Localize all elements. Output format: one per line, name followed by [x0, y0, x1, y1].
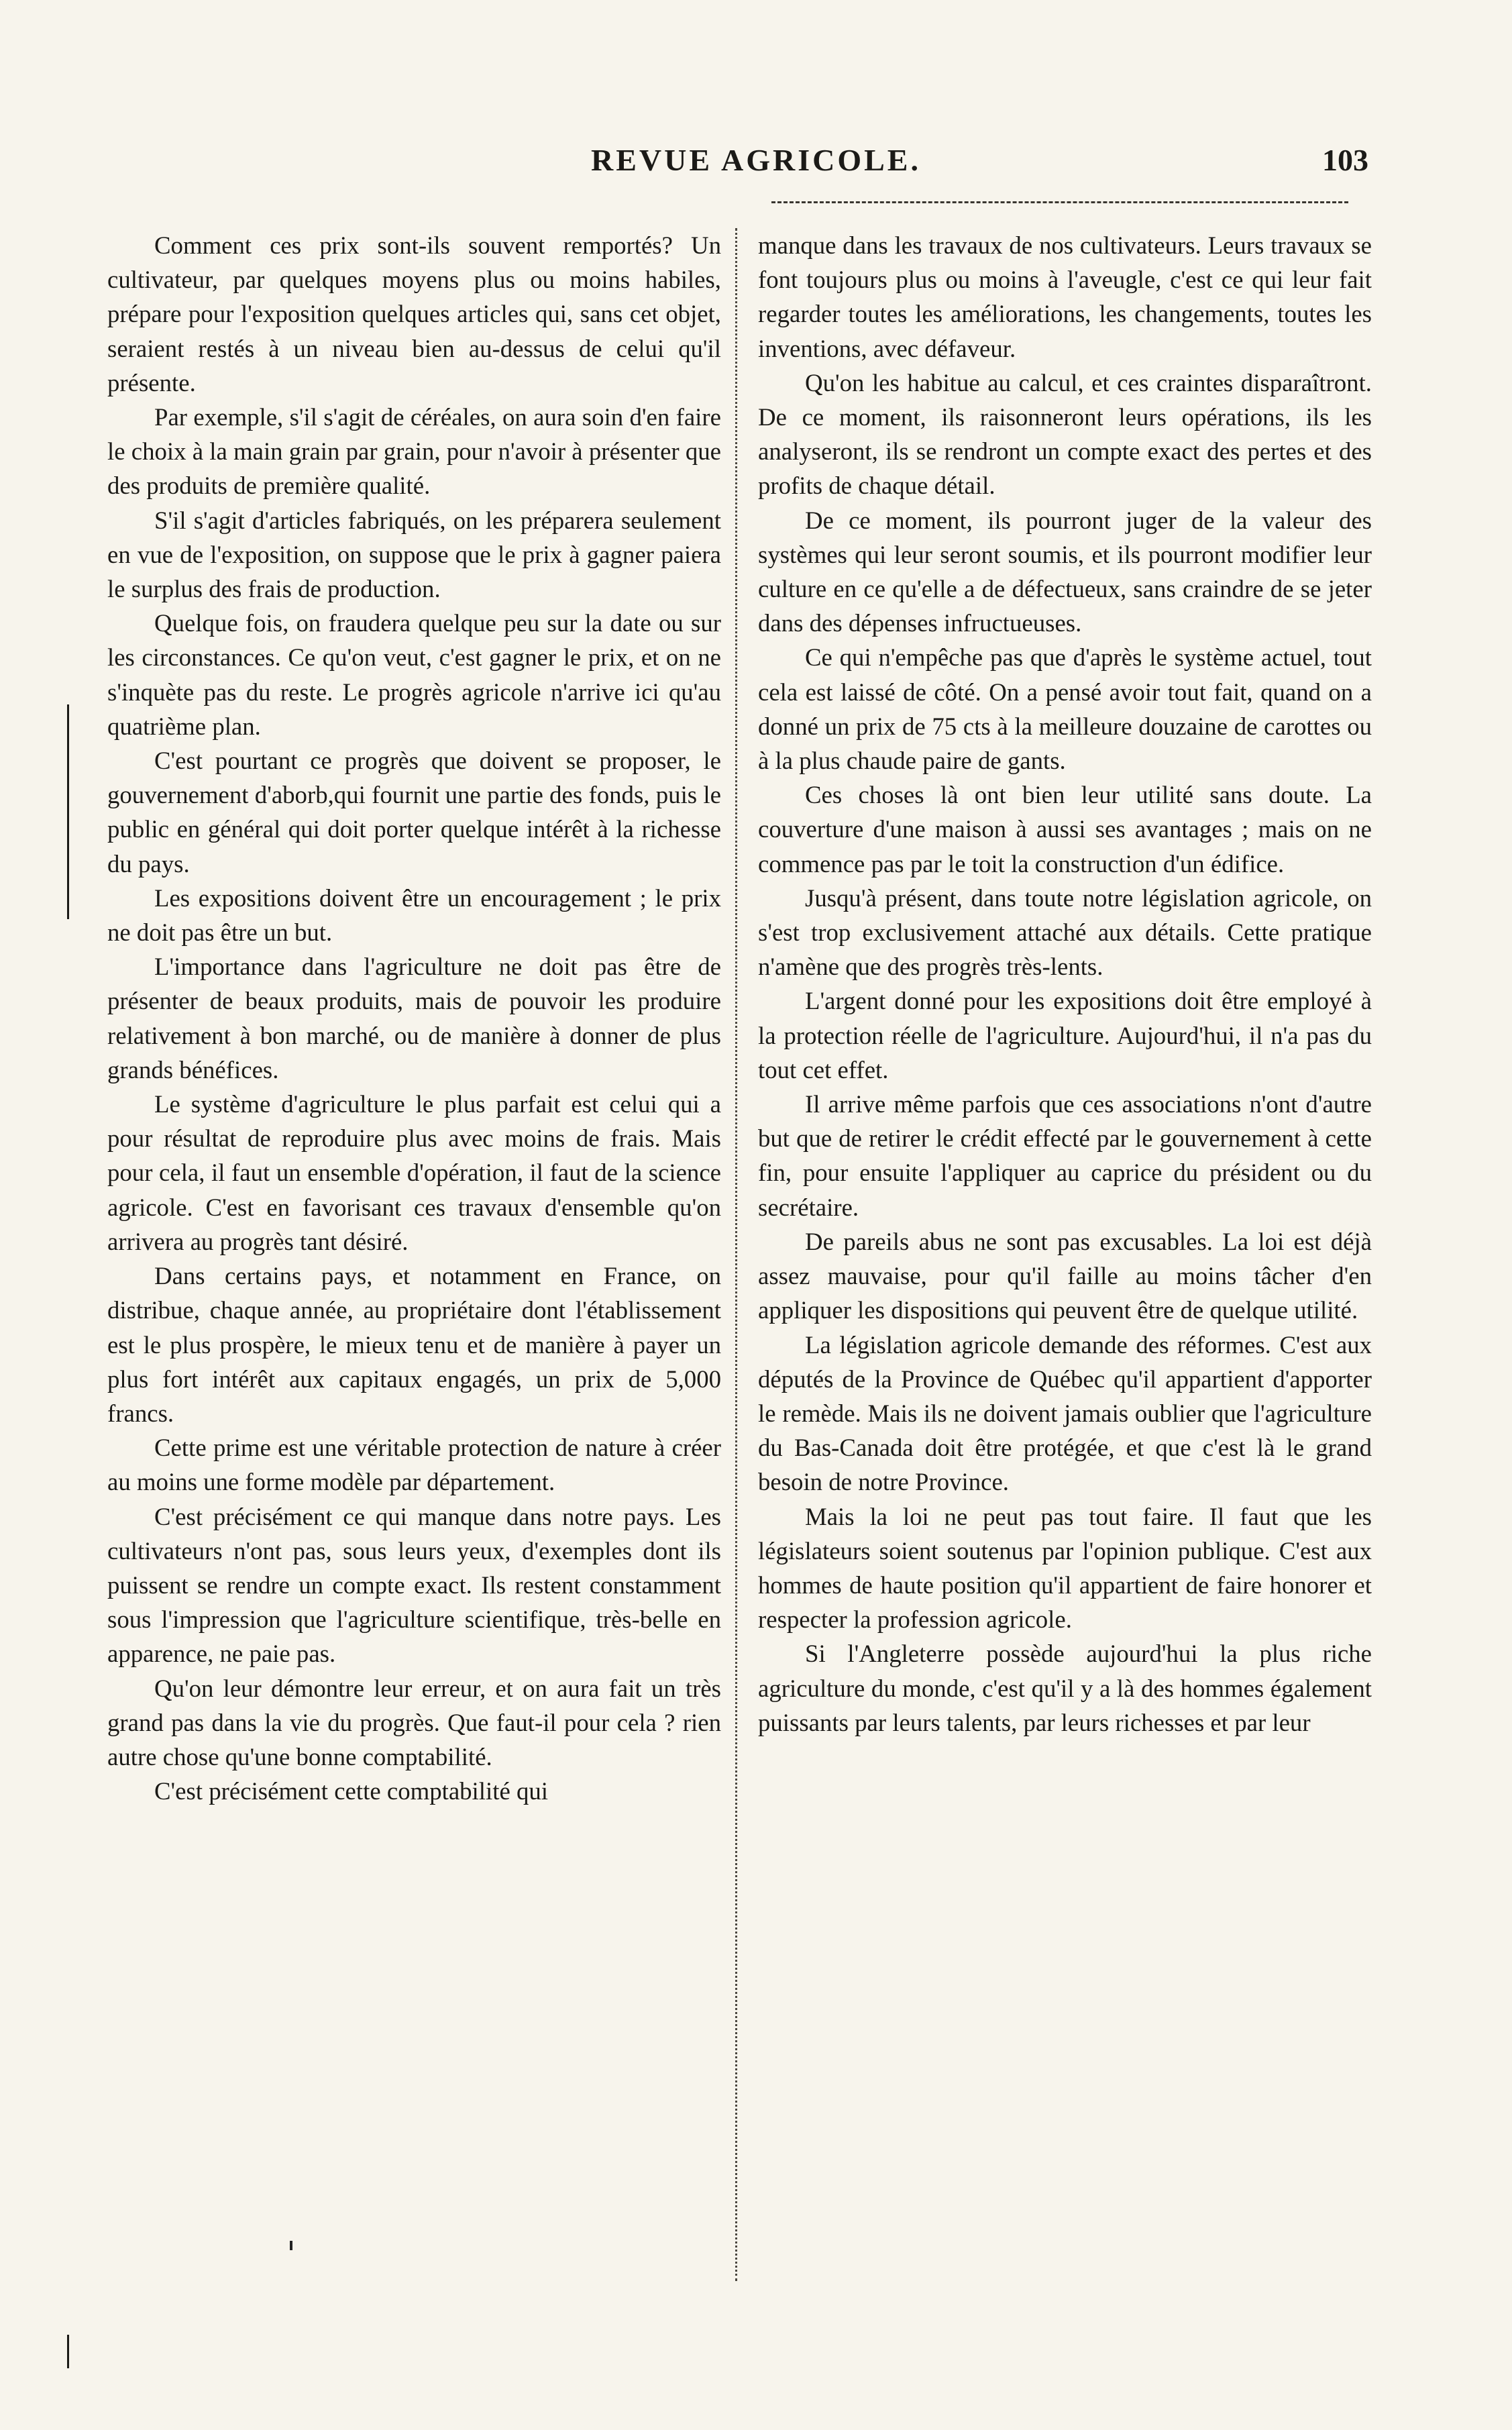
paragraph: Mais la loi ne peut pas tout faire. Il faut que les législateurs soient soutenus par l'opinion publique. C'est aux hommes de haute position qu'il appartient de faire honorer et respecter la profession agricole. [758, 1502, 1372, 1634]
ink-speck [290, 2241, 292, 2250]
header-rule [771, 201, 1348, 203]
paragraph: L'importance dans l'agriculture ne doit pas être de présenter de beaux produits, mais de pouvoir les produire relativement à bon marché, ou de manière à donner de plus grands bénéfices. [107, 953, 721, 1084]
paragraph: Ces choses là ont bien leur utilité sans doute. La couverture d'une maison à aussi ses avantages ; mais on ne commence pas par le toit la construction d'un édifice. [758, 781, 1372, 878]
paragraph: La législation agricole demande des réformes. C'est aux députés de la Province de Québec qu'il appartient d'apporter le remède. Mais ils ne doivent jamais oublier que l'agriculture du Bas-Canada doit être protégée, et que c'est là le grand besoin de notre Province. [758, 1330, 1372, 1496]
margin-mark [67, 704, 69, 919]
paragraph: Il arrive même parfois que ces associations n'ont d'autre but que de retirer le crédit effecté par le gouvernement à cette fin, pour ensuite l'appliquer au caprice du président ou du secrétaire. [758, 1090, 1372, 1221]
paragraph: De ce moment, ils pourront juger de la valeur des systèmes qui leur seront soumis, et ils pourront modifier leur culture en ce qu'elle a de défectueux, sans craindre de se jeter dans des dépenses infructueuses. [758, 506, 1372, 637]
column-divider [735, 228, 737, 2281]
running-title: REVUE AGRICOLE. [591, 143, 921, 177]
paragraph: Le système d'agriculture le plus parfait est celui qui a pour résultat de reproduire plus avec moins de frais. Mais pour cela, il faut un ensemble d'opération, il faut de la science agricole. C'est en favorisant ces travaux d'ensemble qu'on arrivera au progrès tant désiré. [107, 1090, 721, 1255]
paragraph: Qu'on les habitue au calcul, et ces craintes disparaîtront. De ce moment, ils raisonneront leurs opérations, ils les analyseront, ils se rendront un compte exact des pertes et des profits de chaque détail. [758, 368, 1372, 500]
paragraph: Les expositions doivent être un encouragement ; le prix ne doit pas être un but. [107, 884, 721, 947]
paragraph: Comment ces prix sont-ils souvent remportés? Un cultivateur, par quelques moyens plus ou moins habiles, prépare pour l'exposition quelques articles qui, sans cet objet, seraient restés à un niveau bien au-dessus de celui qu'il présente. [107, 231, 721, 397]
paragraph: L'argent donné pour les expositions doit être employé à la protection réelle de l'agriculture. Aujourd'hui, il n'a pas du tout cet effet. [758, 987, 1372, 1084]
paragraph: Dans certains pays, et notamment en France, on distribue, chaque année, au propriétaire dont l'établissement est le plus prospère, le mieux tenu et de manière à payer un plus fort intérêt aux capitaux engagés, un prix de 5,000 francs. [107, 1262, 721, 1427]
paragraph: C'est précisément cette comptabilité qui [154, 1777, 549, 1805]
paragraph: S'il s'agit d'articles fabriqués, on les préparera seulement en vue de l'exposition, on suppose que le prix à gagner paiera le surplus des frais de production. [107, 506, 721, 603]
right-column [758, 228, 1372, 2294]
paragraph: C'est précisément ce qui manque dans notre pays. Les cultivateurs n'ont pas, sous leurs yeux, d'exemples dont ils puissent se rendre un compte exact. Ils restent constamment sous l'impression que l'agriculture scientifique, très-belle en apparence, ne paie pas. [107, 1502, 721, 1668]
page-number: 103 [1322, 143, 1368, 177]
paragraph: Jusqu'à présent, dans toute notre législation agricole, on s'est trop exclusivement attaché aux détails. Cette pratique n'amène que des progrès très-lents. [758, 884, 1372, 981]
margin-mark [67, 2335, 69, 2368]
paragraph: C'est pourtant ce progrès que doivent se proposer, le gouvernement d'aborb,qui fournit une partie des fonds, puis le public en général qui doit porter quelque intérêt à la richesse du pays. [107, 747, 721, 878]
paragraph-continued: manque dans les travaux de nos cultivateurs. Leurs travaux se font toujours plus ou moins à l'aveugle, c'est ce qui leur fait regarder toutes les améliorations, les changements, toutes les inventions, avec défaveur. [758, 231, 1372, 362]
paragraph: Quelque fois, on fraudera quelque peu sur la date ou sur les circonstances. Ce qu'on veut, c'est gagner le prix, et on ne s'inquète pas du reste. Le progrès agricole n'arrive ici qu'au quatrième plan. [107, 609, 721, 740]
paragraph: Qu'on leur démontre leur erreur, et on aura fait un très grand pas dans la vie du progrès. Que faut-il pour cela ? rien autre chose qu'une bonne comptabilité. [107, 1674, 721, 1771]
paragraph: Si l'Angleterre possède aujourd'hui la plus riche agriculture du monde, c'est qu'il y a là des hommes également puissants par leurs talents, par leurs richesses et par leur [758, 1640, 1372, 1736]
paragraph: Ce qui n'empêche pas que d'après le système actuel, tout cela est laissé de côté. On a pensé avoir tout fait, quand on a donné un prix de 75 cts à la meilleure douzaine de carottes ou à la plus chaude paire de gants. [758, 643, 1372, 775]
left-column [107, 228, 721, 2294]
paragraph: Cette prime est une véritable protection de nature à créer au moins une forme modèle par département. [107, 1434, 721, 1496]
paragraph: Par exemple, s'il s'agit de céréales, on aura soin d'en faire le choix à la main grain par grain, pour n'avoir à présenter que des produits de première qualité. [107, 403, 721, 500]
paragraph: De pareils abus ne sont pas excusables. La loi est déjà assez mauvaise, pour qu'il faille au moins tâcher d'en appliquer les dispositions qui peuvent être de quelque utilité. [758, 1227, 1372, 1324]
